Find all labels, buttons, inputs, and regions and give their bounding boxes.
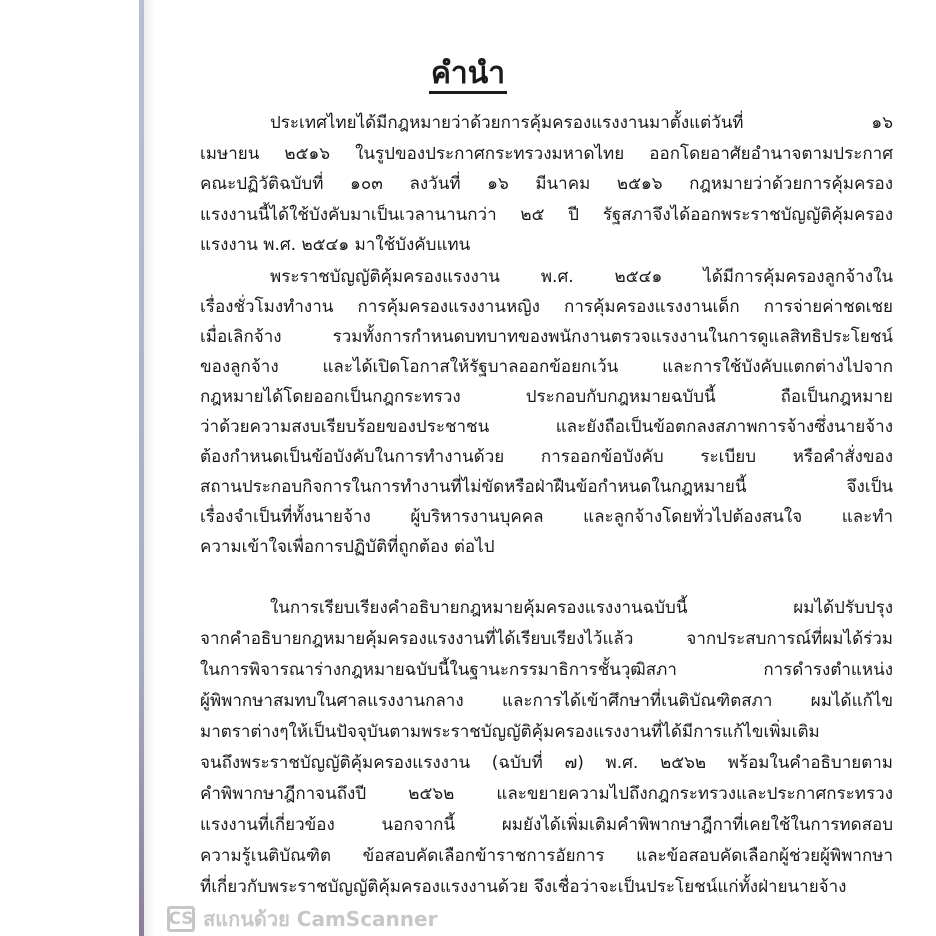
camscanner-watermark (167, 906, 437, 932)
paragraph-first-line: ในการเรียบเรียงคำอธิบายกฎหมายคุ้มครองแรงงานฉบับนี้ ผมได้ปรับปรุง (270, 598, 893, 618)
text-line: กฎหมายได้โดยออกเป็นกฎกระทรวง ประกอบกับกฎหมายฉบับนี้ ถือเป็นกฎหมาย (200, 387, 893, 407)
text-line: ในการพิจารณาร่างกฎหมายฉบับนี้ในฐานะกรรมาธิการชั้นวุฒิสภา การดำรงตำแหน่ง (200, 660, 893, 680)
text-line: แรงงาน พ.ศ. ๒๕๔๑ มาใช้บังคับแทน (200, 235, 471, 255)
text-line: ต้องกำหนดเป็นข้อบังคับในการทำงานด้วย การออกข้อบังคับ ระเบียบ หรือคำสั่งของ (200, 447, 893, 467)
text-line: แรงงานที่เกี่ยวข้อง นอกจากนี้ ผมยังได้เพิ่มเติมคำพิพากษาฎีกาที่เคยใช้ในการทดสอบ (200, 815, 893, 835)
page-title (0, 56, 936, 92)
text-line: คำพิพากษาฎีกาจนถึงปี ๒๕๖๒ และขยายความไปถึงกฎกระทรวงและประกาศกระทรวง (200, 784, 893, 804)
text-line: เรื่องจำเป็นที่ทั้งนายจ้าง ผู้บริหารงานบุคคล และลูกจ้างโดยทั่วไปต้องสนใจ และทำ (200, 507, 893, 527)
text-line: สถานประกอบกิจการในการทำงานที่ไม่ขัดหรือฝ่าฝืนข้อกำหนดในกฎหมายนี้ จึงเป็น (200, 477, 893, 497)
text-line: เรื่องชั่วโมงทำงาน การคุ้มครองแรงงานหญิง การคุ้มครองแรงงานเด็ก การจ่ายค่าชดเชย (200, 297, 893, 317)
watermark-text: สแกนด้วย CamScanner (203, 907, 438, 931)
text-line: เมื่อเลิกจ้าง รวมทั้งการกำหนดบทบาทของพนักงานตรวจแรงงานในการดูแลสิทธิประโยชน์ (200, 327, 893, 347)
camscanner-logo-icon: CS (167, 906, 195, 932)
text-line: ว่าด้วยความสงบเรียบร้อยของประชาชน และยังถือเป็นข้อตกลงสภาพการจ้างซึ่งนายจ้าง (200, 417, 893, 437)
paragraph-first-line: ประเทศไทยได้มีกฎหมายว่าด้วยการคุ้มครองแรงงานมาตั้งแต่วันที่ ๑๖ (270, 113, 893, 133)
paragraph-first-line: พระราชบัญญัติคุ้มครองแรงงาน พ.ศ. ๒๕๔๑ ได้มีการคุ้มครองลูกจ้างใน (270, 267, 893, 287)
text-line: ของลูกจ้าง และได้เปิดโอกาสให้รัฐบาลออกข้อยกเว้น และการใช้บังคับแตกต่างไปจาก (200, 357, 893, 377)
text-line: ที่เกี่ยวกับพระราชบัญญัติคุ้มครองแรงงานด้วย จึงเชื่อว่าจะเป็นประโยชน์แก่ทั้งฝ่ายนายจ้าง (200, 877, 847, 897)
text-line: ความรู้เนติบัณฑิต ข้อสอบคัดเลือกข้าราชการอัยการ และข้อสอบคัดเลือกผู้ช่วยผู้พิพากษา (200, 846, 893, 866)
page-title-text: คำนำ (429, 56, 507, 94)
text-line: คณะปฏิวัติฉบับที่ ๑๐๓ ลงวันที่ ๑๖ มีนาคม ๒๕๑๖ กฎหมายว่าด้วยการคุ้มครอง (200, 174, 893, 194)
text-line: ความเข้าใจเพื่อการปฏิบัติที่ถูกต้อง ต่อไป (200, 537, 495, 557)
page-shadow (144, 0, 154, 936)
text-line: แรงงานนี้ได้ใช้บังคับมาเป็นเวลานานกว่า ๒๕ ปี รัฐสภาจึงได้ออกพระราชบัญญัติคุ้มครอง (200, 204, 893, 225)
text-line: มาตราต่างๆให้เป็นปัจจุบันตามพระราชบัญญัติคุ้มครองแรงงานที่ได้มีการแก้ไขเพิ่มเติม (200, 722, 820, 742)
text-line: จนถึงพระราชบัญญัติคุ้มครองแรงงาน (ฉบับที่ ๗) พ.ศ. ๒๕๖๒ พร้อมในคำอธิบายตาม (200, 753, 893, 773)
text-line: ผู้พิพากษาสมทบในศาลแรงงานกลาง และการได้เข้าศึกษาที่เนติบัณฑิตสภา ผมได้แก้ไข (200, 691, 893, 711)
text-line: จากคำอธิบายกฎหมายคุ้มครองแรงงานที่ได้เรียบเรียงไว้แล้ว จากประสบการณ์ที่ผมได้ร่วม (200, 629, 893, 649)
text-line: เมษายน ๒๕๑๖ ในรูปของประกาศกระทรวงมหาดไทย ออกโดยอาศัยอำนาจตามประกาศ (200, 143, 893, 164)
